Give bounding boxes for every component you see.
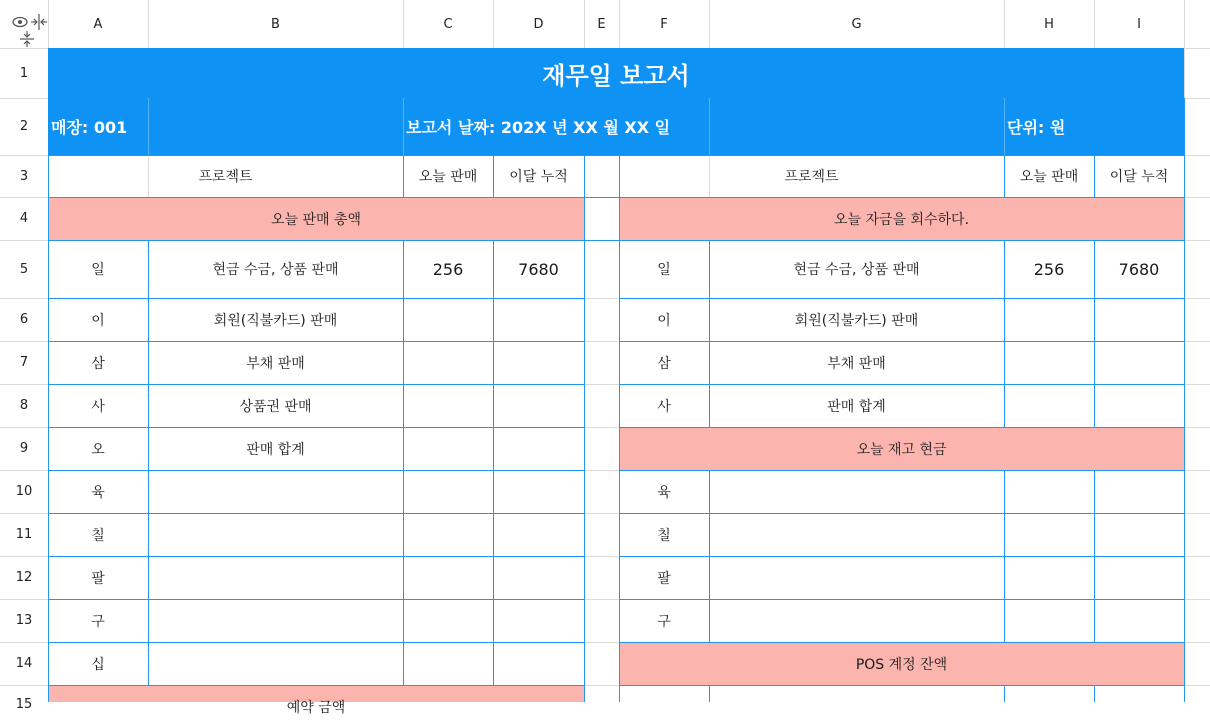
left-num-cell[interactable]: 삼 bbox=[91, 355, 105, 372]
left-num-cell[interactable]: 이 bbox=[91, 312, 105, 329]
right-today-value[interactable]: 256 bbox=[1033, 259, 1065, 279]
left-num-cell[interactable]: 육 bbox=[91, 484, 105, 501]
right-month-value[interactable]: 7680 bbox=[1118, 259, 1160, 279]
unit-label[interactable]: 단위: 원 bbox=[1007, 118, 1066, 137]
row-header-5[interactable]: 5 bbox=[19, 261, 29, 277]
freeze-rows-icon[interactable] bbox=[18, 30, 36, 48]
column-header-b[interactable]: B bbox=[271, 16, 280, 32]
column-header-i[interactable]: I bbox=[1137, 16, 1141, 32]
left-num-cell[interactable]: 팔 bbox=[91, 570, 105, 587]
left-item-cell[interactable]: 상품권 판매 bbox=[239, 398, 312, 415]
left-num-cell[interactable]: 일 bbox=[91, 262, 105, 278]
report-title[interactable]: 재무일 보고서 bbox=[542, 61, 690, 90]
right-item-header[interactable]: 프로젝트 bbox=[784, 169, 839, 185]
column-header-f[interactable]: F bbox=[660, 16, 668, 32]
section-inventory[interactable]: 오늘 재고 현금 bbox=[856, 441, 947, 458]
left-item-cell[interactable]: 회원(직불카드) 판매 bbox=[213, 312, 338, 329]
left-num-cell[interactable]: 오 bbox=[91, 441, 105, 458]
right-item-cell[interactable]: 현금 수금, 상품 판매 bbox=[793, 262, 920, 278]
row-header-4[interactable]: 4 bbox=[19, 211, 29, 226]
left-num-cell[interactable]: 십 bbox=[91, 656, 105, 673]
row-header-7[interactable]: 7 bbox=[19, 355, 29, 370]
left-num-cell[interactable]: 구 bbox=[91, 613, 105, 630]
right-num-cell[interactable]: 사 bbox=[657, 398, 671, 415]
section-collect[interactable]: 오늘 자금을 회수하다. bbox=[833, 211, 970, 228]
row-header-11[interactable]: 11 bbox=[15, 527, 33, 542]
row-header-10[interactable]: 10 bbox=[15, 484, 33, 499]
row-header-2[interactable]: 2 bbox=[19, 119, 29, 134]
left-num-cell[interactable]: 칠 bbox=[91, 527, 105, 544]
left-item-cell[interactable]: 현금 수금, 상품 판매 bbox=[212, 262, 339, 278]
right-item-cell[interactable]: 부채 판매 bbox=[827, 355, 886, 372]
column-header-c[interactable]: C bbox=[443, 16, 453, 32]
right-num-cell[interactable]: 일 bbox=[657, 262, 671, 278]
left-item-header[interactable]: 프로젝트 bbox=[198, 169, 253, 185]
row-header-8[interactable]: 8 bbox=[19, 398, 29, 413]
left-item-cell[interactable]: 판매 합계 bbox=[246, 441, 305, 458]
column-header-e[interactable]: E bbox=[597, 16, 606, 32]
column-header-h[interactable]: H bbox=[1044, 16, 1054, 32]
row-header-12[interactable]: 12 bbox=[15, 570, 33, 585]
row-header-6[interactable]: 6 bbox=[19, 312, 29, 327]
left-month-header[interactable]: 이달 누적 bbox=[509, 169, 568, 185]
row-header-3[interactable]: 3 bbox=[19, 168, 29, 184]
right-num-cell[interactable]: 팔 bbox=[657, 570, 671, 587]
section-reserve[interactable]: 예약 금액 bbox=[286, 699, 346, 716]
row-header-9[interactable]: 9 bbox=[19, 441, 29, 456]
right-num-cell[interactable]: 이 bbox=[657, 312, 671, 329]
section-pos-balance[interactable]: POS 계정 잔액 bbox=[855, 656, 948, 673]
left-num-cell[interactable]: 사 bbox=[91, 398, 105, 415]
right-num-cell[interactable]: 육 bbox=[657, 484, 671, 501]
right-num-cell[interactable]: 구 bbox=[657, 613, 671, 630]
row-header-15[interactable]: 15 bbox=[15, 697, 33, 712]
right-month-header[interactable]: 이달 누적 bbox=[1109, 169, 1169, 185]
freeze-columns-icon[interactable] bbox=[30, 12, 48, 32]
left-today-header[interactable]: 오늘 판매 bbox=[418, 169, 478, 185]
column-header-a[interactable]: A bbox=[93, 16, 103, 32]
right-num-cell[interactable]: 칠 bbox=[657, 527, 671, 544]
row-header-13[interactable]: 13 bbox=[15, 613, 33, 628]
column-header-d[interactable]: D bbox=[533, 16, 544, 32]
right-num-cell[interactable]: 삼 bbox=[657, 355, 671, 372]
report-date-label[interactable]: 보고서 날짜: 202X 년 XX 월 XX 일 bbox=[406, 118, 671, 137]
row-header-14[interactable]: 14 bbox=[15, 656, 33, 671]
left-today-value[interactable]: 256 bbox=[432, 259, 464, 279]
right-item-cell[interactable]: 판매 합계 bbox=[827, 398, 886, 415]
column-header-g[interactable]: G bbox=[851, 16, 862, 32]
left-item-cell[interactable]: 부채 판매 bbox=[246, 355, 305, 372]
left-month-value[interactable]: 7680 bbox=[518, 259, 559, 279]
right-today-header[interactable]: 오늘 판매 bbox=[1019, 169, 1079, 185]
section-today-total[interactable]: 오늘 판매 총액 bbox=[270, 211, 362, 228]
store-label[interactable]: 매장: 001 bbox=[51, 118, 128, 137]
row-header-1[interactable]: 1 bbox=[19, 65, 29, 81]
right-item-cell[interactable]: 회원(직불카드) 판매 bbox=[794, 312, 919, 329]
